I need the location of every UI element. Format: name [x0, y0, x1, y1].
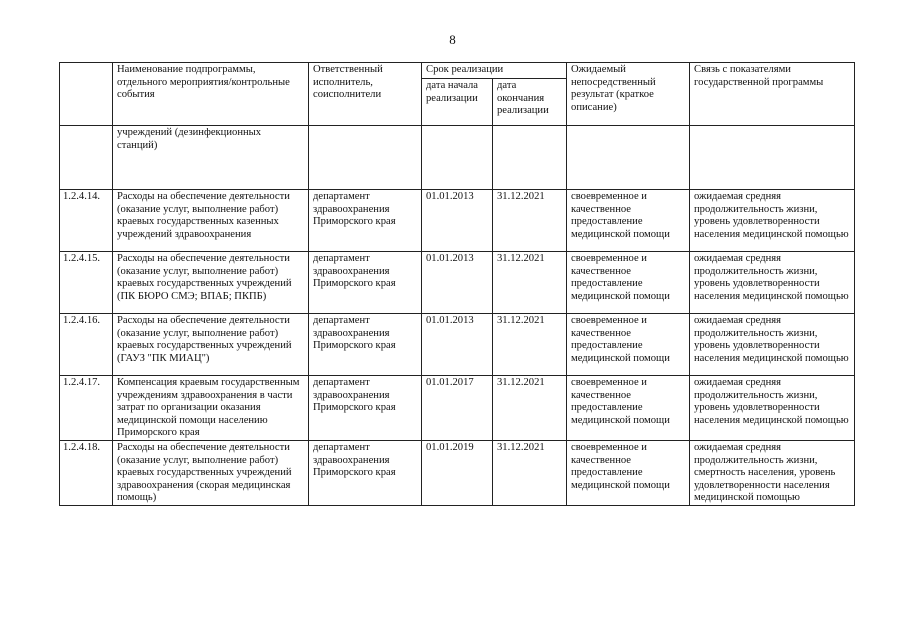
cell-responsible: департамент здравоохранения Приморского края [309, 190, 422, 252]
cell-end: 31.12.2021 [493, 314, 567, 376]
cell-number [60, 126, 113, 190]
cell-start: 01.01.2013 [422, 314, 493, 376]
header-period: Срок реализации [422, 63, 567, 79]
header-name: Наименование подпрограммы, отдельного мероприятия/контрольные события [113, 63, 309, 126]
cell-result [567, 126, 690, 190]
table-row [60, 190, 855, 252]
table-row-continued [60, 126, 855, 190]
cell-end: 31.12.2021 [493, 440, 567, 505]
cell-start: 01.01.2017 [422, 376, 493, 441]
cell-number: 1.2.4.18. [60, 440, 113, 505]
cell-start [422, 126, 493, 190]
cell-start: 01.01.2013 [422, 252, 493, 314]
table-row [60, 440, 855, 505]
cell-link [690, 126, 855, 190]
cell-end: 31.12.2021 [493, 190, 567, 252]
cell-result: своевременное и качественное предоставление медицинской помощи [567, 440, 690, 505]
cell-result: своевременное и качественное предоставление медицинской помощи [567, 252, 690, 314]
header-link: Связь с показателями государственной программы [690, 63, 855, 126]
cell-number: 1.2.4.15. [60, 252, 113, 314]
cell-result: своевременное и качественное предоставление медицинской помощи [567, 190, 690, 252]
cell-number: 1.2.4.14. [60, 190, 113, 252]
cell-name: Компенсация краевым государственным учреждениям здравоохранения в части затрат по организации оказания медицинской помощи населению Приморского края [113, 376, 309, 441]
cell-link: ожидаемая средняя продолжительность жизни, смертность населения, уровень удовлетворенности населения медицинской помощью [690, 440, 855, 505]
cell-responsible [309, 126, 422, 190]
cell-responsible: департамент здравоохранения Приморского края [309, 376, 422, 441]
cell-end [493, 126, 567, 190]
cell-responsible: департамент здравоохранения Приморского края [309, 440, 422, 505]
cell-name: Расходы на обеспечение деятельности (оказание услуг, выполнение работ) краевых государственных казенных учреждений здравоохранения [113, 190, 309, 252]
header-expected-result: Ожидаемый непосредственный результат (краткое описание) [567, 63, 690, 126]
cell-name: учреждений (дезинфекционных станций) [113, 126, 309, 190]
cell-number: 1.2.4.16. [60, 314, 113, 376]
cell-result: своевременное и качественное предоставление медицинской помощи [567, 314, 690, 376]
cell-link: ожидаемая средняя продолжительность жизни, уровень удовлетворенности населения медицинской помощью [690, 190, 855, 252]
cell-name: Расходы на обеспечение деятельности (оказание услуг, выполнение работ) краевых государственных учреждений здравоохранения (скорая медицинская помощь) [113, 440, 309, 505]
cell-link: ожидаемая средняя продолжительность жизни, уровень удовлетворенности населения медицинской помощью [690, 376, 855, 441]
cell-responsible: департамент здравоохранения Приморского края [309, 252, 422, 314]
program-table [59, 62, 855, 506]
cell-start: 01.01.2013 [422, 190, 493, 252]
header-number [60, 63, 113, 126]
table-row [60, 252, 855, 314]
cell-name: Расходы на обеспечение деятельности (оказание услуг, выполнение работ) краевых государственных учреждений (ГАУЗ "ПК МИАЦ") [113, 314, 309, 376]
cell-link: ожидаемая средняя продолжительность жизни, уровень удовлетворенности населения медицинской помощью [690, 314, 855, 376]
cell-end: 31.12.2021 [493, 252, 567, 314]
page-number: 8 [449, 32, 456, 47]
cell-end: 31.12.2021 [493, 376, 567, 441]
cell-name: Расходы на обеспечение деятельности (оказание услуг, выполнение работ) краевых государственных учреждений (ПК БЮРО СМЭ; ВПАБ; ПКПБ) [113, 252, 309, 314]
header-end-date: дата окончания реализации [493, 79, 567, 126]
cell-link: ожидаемая средняя продолжительность жизни, уровень удовлетворенности населения медицинской помощью [690, 252, 855, 314]
header-row [60, 63, 855, 79]
cell-start: 01.01.2019 [422, 440, 493, 505]
header-start-date: дата начала реализации [422, 79, 493, 126]
cell-responsible: департамент здравоохранения Приморского края [309, 314, 422, 376]
cell-number: 1.2.4.17. [60, 376, 113, 441]
table-row [60, 376, 855, 441]
cell-result: своевременное и качественное предоставление медицинской помощи [567, 376, 690, 441]
table-row [60, 314, 855, 376]
header-responsible: Ответственный исполнитель, соисполнители [309, 63, 422, 126]
